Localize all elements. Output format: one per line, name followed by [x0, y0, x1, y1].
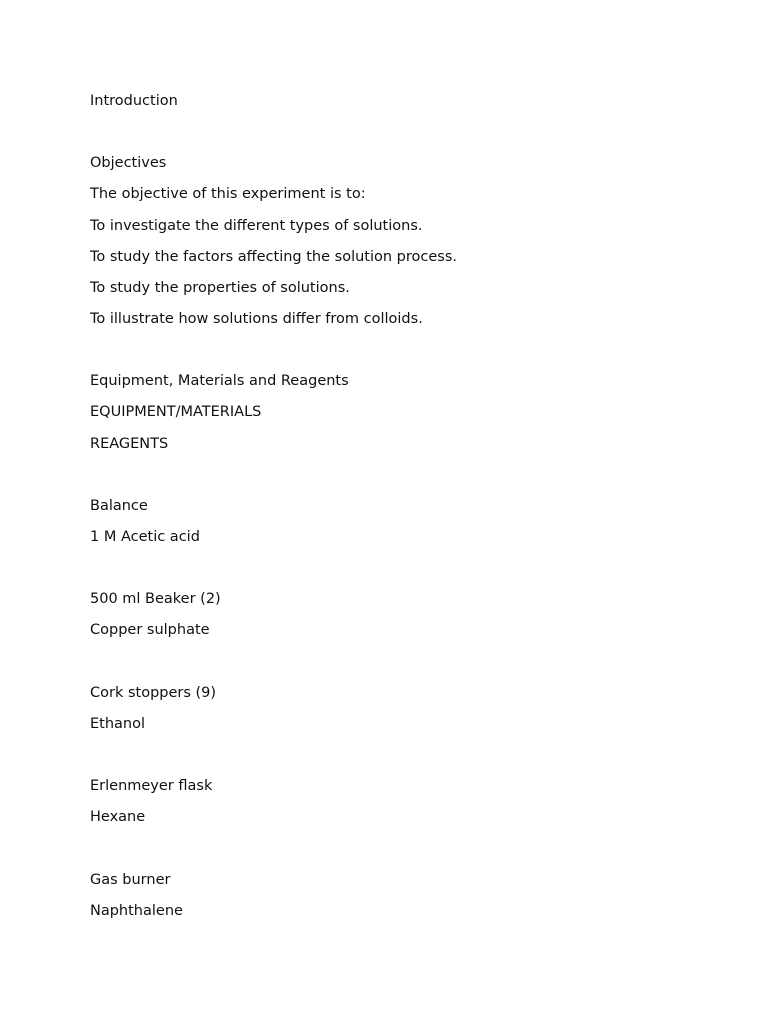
- reagents-column-label: REAGENTS: [90, 435, 169, 452]
- objective-item: To study the properties of solutions.: [90, 279, 350, 296]
- objective-item: To investigate the different types of solutions.: [90, 217, 423, 234]
- reagent-item: Copper sulphate: [90, 622, 210, 639]
- spacer: [90, 838, 710, 869]
- spacer: [90, 558, 710, 589]
- objective-item: To study the factors affecting the solution process.: [90, 248, 457, 265]
- objective-item: To illustrate how solutions differ from colloids.: [90, 310, 423, 327]
- spacer: [90, 745, 710, 776]
- equipment-item: Erlenmeyer flask: [90, 778, 213, 795]
- equipment-item: Cork stoppers (9): [90, 684, 217, 701]
- reagent-item: Hexane: [90, 809, 146, 826]
- reagent-item: Naphthalene: [90, 902, 183, 919]
- equipment-item: Gas burner: [90, 871, 171, 888]
- objectives-intro: The objective of this experiment is to:: [90, 186, 366, 203]
- introduction-heading: Introduction: [90, 93, 178, 109]
- equipment-item: Balance: [90, 497, 148, 514]
- materials-heading: Equipment, Materials and Reagents: [90, 373, 349, 390]
- spacer: [90, 122, 710, 153]
- equipment-column-label: EQUIPMENT/MATERIALS: [90, 404, 262, 421]
- reagent-item: Ethanol: [90, 715, 146, 732]
- objectives-heading: Objectives: [90, 155, 167, 172]
- spacer: [90, 340, 710, 371]
- reagent-item: 1 M Acetic acid: [90, 528, 200, 545]
- spacer: [90, 652, 710, 683]
- equipment-item: 500 ml Beaker (2): [90, 591, 221, 608]
- spacer: [90, 465, 710, 496]
- document-page: [90, 91, 710, 932]
